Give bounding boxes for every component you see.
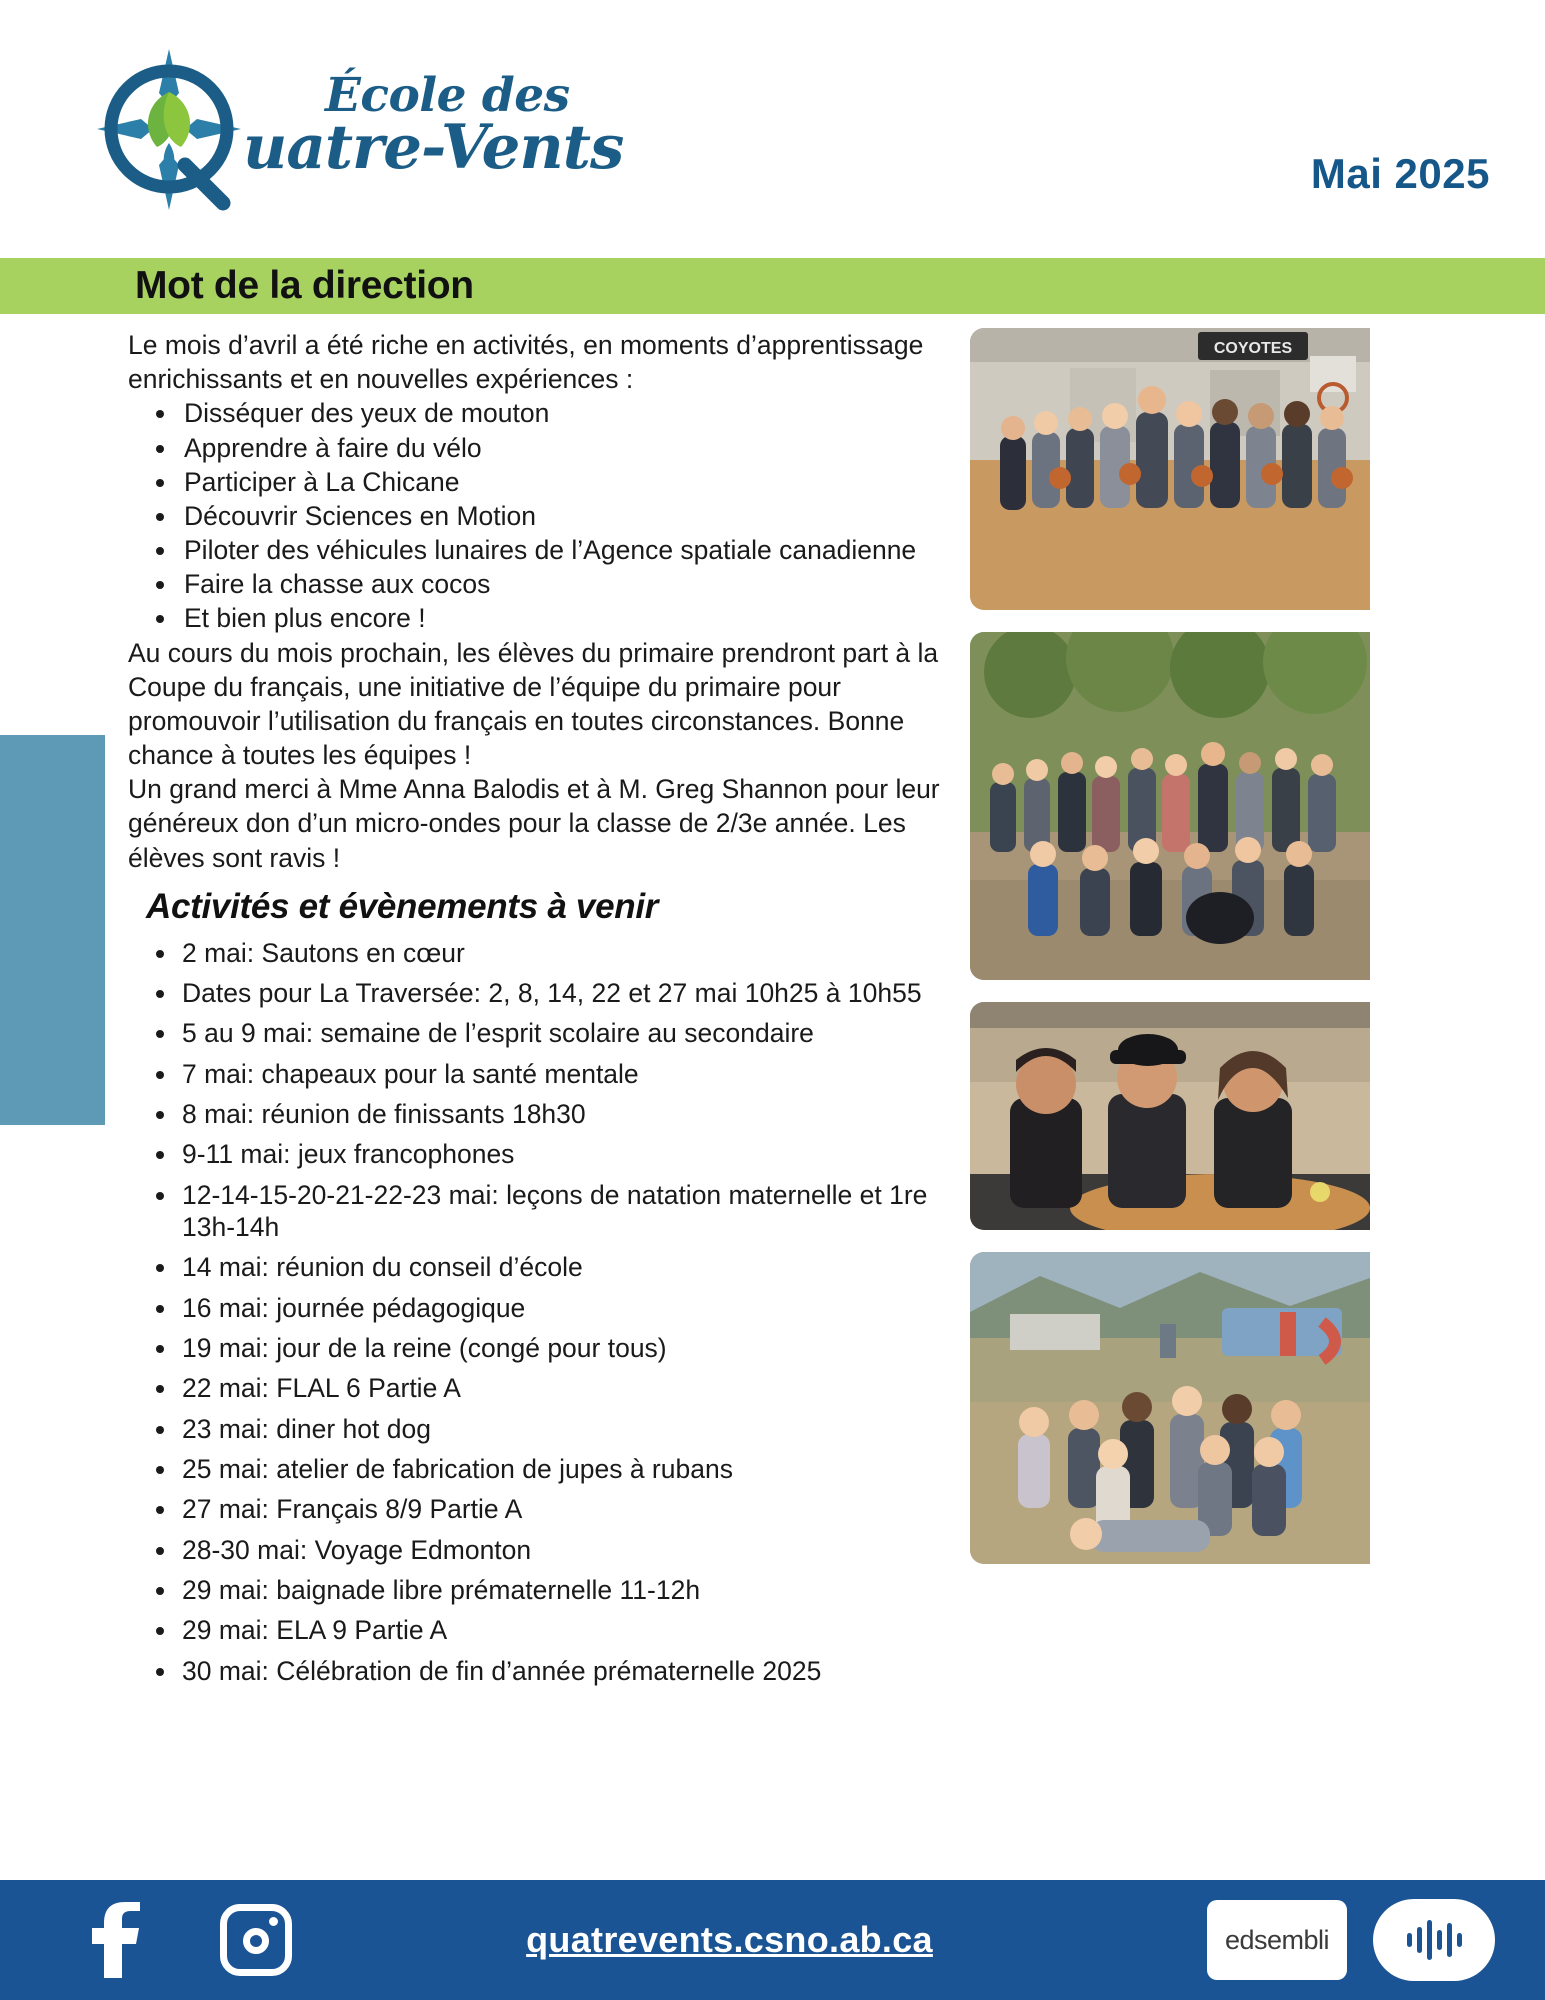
- edsembli-logo[interactable]: edsembli: [1207, 1900, 1347, 1980]
- list-item: 27 mai: Français 8/9 Partie A: [182, 1493, 960, 1525]
- list-item: 30 mai: Célébration de fin d’année prématernelle 2025: [182, 1655, 960, 1687]
- events-list: [128, 937, 960, 1687]
- paragraph-coupe-du-francais: Au cours du mois prochain, les élèves du primaire prendront part à la Coupe du français, une initiative de l’équipe du primaire pour promouvoir l’utilisation du français en toutes circonstances. Bonne chance à toutes les équipes !: [128, 637, 939, 771]
- list-item: 16 mai: journée pédagogique: [182, 1292, 960, 1324]
- page-header: [0, 0, 1545, 258]
- list-item: 19 mai: jour de la reine (congé pour tous): [182, 1332, 960, 1364]
- photo-classroom-costumes: [970, 1002, 1545, 1230]
- list-item: 28-30 mai: Voyage Edmonton: [182, 1534, 960, 1566]
- text-column: [0, 328, 960, 1695]
- list-item: 14 mai: réunion du conseil d’école: [182, 1251, 960, 1283]
- list-item: 5 au 9 mai: semaine de l’esprit scolaire au secondaire: [182, 1017, 960, 1049]
- photo-column: [960, 328, 1545, 1695]
- school-name-line2: uatre-Vents: [243, 111, 624, 183]
- section-title: Mot de la direction: [135, 264, 474, 307]
- list-item: Dates pour La Traversée: 2, 8, 14, 22 et 27 mai 10h25 à 10h55: [182, 977, 960, 1009]
- list-item: 8 mai: réunion de finissants 18h30: [182, 1098, 960, 1130]
- photo-outdoor-cleanup: [970, 632, 1545, 980]
- svg-text:COYOTES: COYOTES: [1213, 340, 1293, 357]
- list-item: Disséquer des yeux de mouton: [182, 396, 960, 430]
- list-item: Découvrir Sciences en Motion: [182, 499, 960, 533]
- list-item: 7 mai: chapeaux pour la santé mentale: [182, 1058, 960, 1090]
- website-link[interactable]: quatrevents.csno.ab.ca: [526, 1919, 933, 1960]
- list-item: Piloter des véhicules lunaires de l’Agence spatiale canadienne: [182, 533, 960, 567]
- events-title: Activités et évènements à venir: [146, 886, 659, 926]
- list-item: 2 mai: Sautons en cœur: [182, 937, 960, 969]
- highlights-list: [128, 396, 960, 635]
- list-item: 29 mai: ELA 9 Partie A: [182, 1614, 960, 1646]
- photo-gym-basketball: [970, 328, 1545, 610]
- school-name: [243, 68, 624, 183]
- list-item: 29 mai: baignade libre prématernelle 11-12h: [182, 1574, 960, 1606]
- issue-date: Mai 2025: [1310, 150, 1490, 197]
- page-content: [0, 314, 1545, 1695]
- list-item: Faire la chasse aux cocos: [182, 567, 960, 601]
- section-band-mot-de-la-direction: [0, 258, 1545, 314]
- list-item: Participer à La Chicane: [182, 465, 960, 499]
- school-name-line1: École des: [325, 68, 570, 124]
- page-footer: [0, 1880, 1545, 2000]
- photo-playground-group: [970, 1252, 1545, 1564]
- list-item: 22 mai: FLAL 6 Partie A: [182, 1372, 960, 1404]
- school-logo: [95, 47, 623, 212]
- list-item: 12-14-15-20-21-22-23 mai: leçons de natation maternelle et 1re 13h-14h: [182, 1179, 960, 1244]
- list-item: Apprendre à faire du vélo: [182, 431, 960, 465]
- voice-waveform-icon[interactable]: [1373, 1899, 1495, 1981]
- list-item: 23 mai: diner hot dog: [182, 1413, 960, 1445]
- list-item: Et bien plus encore !: [182, 601, 960, 635]
- intro-paragraph: Le mois d’avril a été riche en activités, en moments d’apprentissage enrichissants et en nouvelles expériences :: [128, 330, 924, 395]
- instagram-icon[interactable]: [220, 1904, 292, 1976]
- list-item: 9-11 mai: jeux francophones: [182, 1138, 960, 1170]
- facebook-icon[interactable]: [80, 1902, 150, 1978]
- compass-leaf-logo-icon: [95, 47, 245, 212]
- list-item: 25 mai: atelier de fabrication de jupes à rubans: [182, 1453, 960, 1485]
- paragraph-remerciement: Un grand merci à Mme Anna Balodis et à M. Greg Shannon pour leur généreux don d’un micro-ondes pour la classe de 2/3e année. Les élèves sont ravis !: [128, 774, 940, 873]
